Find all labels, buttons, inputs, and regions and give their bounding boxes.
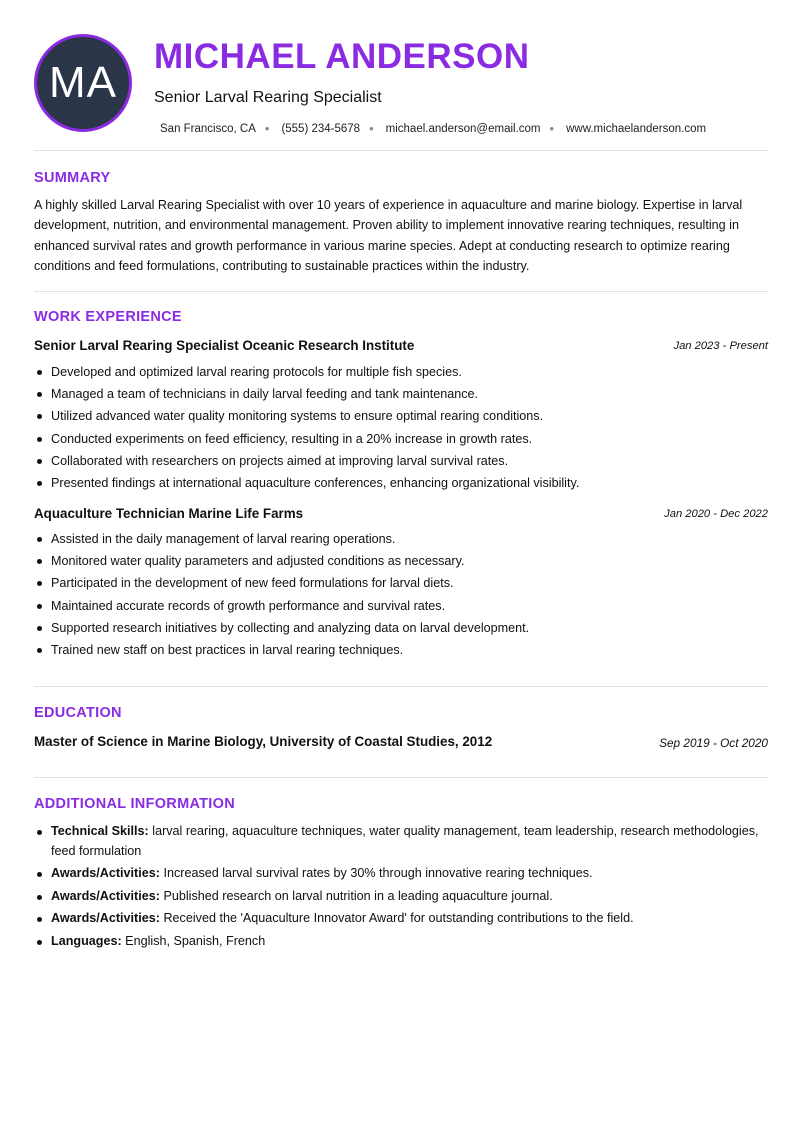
additional-list <box>34 822 768 954</box>
separator-dot-icon: • <box>369 121 374 136</box>
candidate-title: Senior Larval Rearing Specialist <box>154 89 382 106</box>
list-item <box>34 864 768 884</box>
list-item <box>34 909 768 929</box>
list-item: Presented findings at international aquaculture conferences, enhancing organizational visibility. <box>34 472 768 494</box>
job-header <box>34 506 768 524</box>
list-item <box>34 822 768 861</box>
list-item: Conducted experiments on feed efficiency, resulting in a 20% increase in growth rates. <box>34 428 768 450</box>
contact-phone: (555) 234-5678 <box>281 122 361 135</box>
resume-header <box>34 34 768 138</box>
job-bullets <box>34 361 768 494</box>
education-entry <box>34 734 768 754</box>
job-header <box>34 338 768 356</box>
education-dates: Sep 2019 - Oct 2020 <box>659 736 768 750</box>
contact-website[interactable]: www.michaelanderson.com <box>566 122 707 135</box>
job-dates: Jan 2020 - Dec 2022 <box>664 508 768 520</box>
item-label: Awards/Activities: <box>51 911 160 925</box>
list-item: Developed and optimized larval rearing protocols for multiple fish species. <box>34 361 768 383</box>
avatar-initials: MA <box>49 58 117 107</box>
job-role: Senior Larval Rearing Specialist Oceanic Research Institute <box>34 338 415 353</box>
job-bullets <box>34 528 768 661</box>
experience-heading: WORK EXPERIENCE <box>34 309 182 325</box>
separator-dot-icon: • <box>264 121 270 136</box>
list-item: Utilized advanced water quality monitoring systems to ensure optimal rearing conditions. <box>34 405 768 427</box>
list-item: Participated in the development of new feed formulations for larval diets. <box>34 572 768 594</box>
candidate-name: MICHAEL ANDERSON <box>154 37 530 76</box>
list-item: Collaborated with researchers on projects aimed at improving larval survival rates. <box>34 450 768 472</box>
list-item: Assisted in the daily management of larval rearing operations. <box>34 528 768 550</box>
avatar <box>34 34 132 132</box>
contact-line <box>160 121 706 136</box>
job-role: Aquaculture Technician Marine Life Farms <box>34 506 304 521</box>
item-label: Awards/Activities: <box>51 866 160 880</box>
item-text: Received the 'Aquaculture Innovator Award' for outstanding contributions to the field. <box>159 911 634 925</box>
divider <box>34 777 768 778</box>
item-label: Awards/Activities: <box>51 888 160 903</box>
list-item <box>34 887 768 907</box>
education-degree: Master of Science in Marine Biology, University of Coastal Studies, 2012 <box>34 734 493 749</box>
item-text: Published research on larval nutrition in a leading aquaculture journal. <box>159 888 553 903</box>
divider <box>34 291 768 292</box>
item-text: Increased larval survival rates by 30% through innovative rearing techniques. <box>159 866 593 880</box>
summary-heading: SUMMARY <box>34 170 111 186</box>
list-item: Monitored water quality parameters and adjusted conditions as necessary. <box>34 550 768 572</box>
contact-email[interactable]: michael.anderson@email.com <box>385 122 541 135</box>
divider <box>34 150 768 151</box>
list-item: Maintained accurate records of growth performance and survival rates. <box>34 595 768 617</box>
item-label: Technical Skills: <box>51 824 149 838</box>
education-heading: EDUCATION <box>34 705 122 721</box>
item-text: larval rearing, aquaculture techniques, water quality management, team leadership, research methodologies, feed formulation <box>51 824 759 858</box>
summary-text: A highly skilled Larval Rearing Specialist with over 10 years of experience in aquaculture and marine biology. Expertise in larval development, nutrition, and environmental management. Proven ability to implement innovative rearing techniques, resulting in enhanced survival rates and growth performance in various marine species. Adept at conducting research to optimize rearing conditions and feed formulations, contributing to sustainable practices within the industry. <box>34 198 743 273</box>
list-item: Trained new staff on best practices in larval rearing techniques. <box>34 639 768 661</box>
list-item: Supported research initiatives by collecting and analyzing data on larval development. <box>34 617 768 639</box>
job-dates: Jan 2023 - Present <box>673 340 768 352</box>
list-item <box>34 932 768 952</box>
divider <box>34 686 768 687</box>
languages-text: English, Spanish, French <box>121 933 266 948</box>
contact-location: San Francisco, CA <box>160 122 256 135</box>
separator-dot-icon: • <box>549 121 555 136</box>
languages-label: Languages: <box>51 933 122 948</box>
list-item: Managed a team of technicians in daily larval feeding and tank maintenance. <box>34 383 768 405</box>
additional-heading: ADDITIONAL INFORMATION <box>34 796 235 812</box>
